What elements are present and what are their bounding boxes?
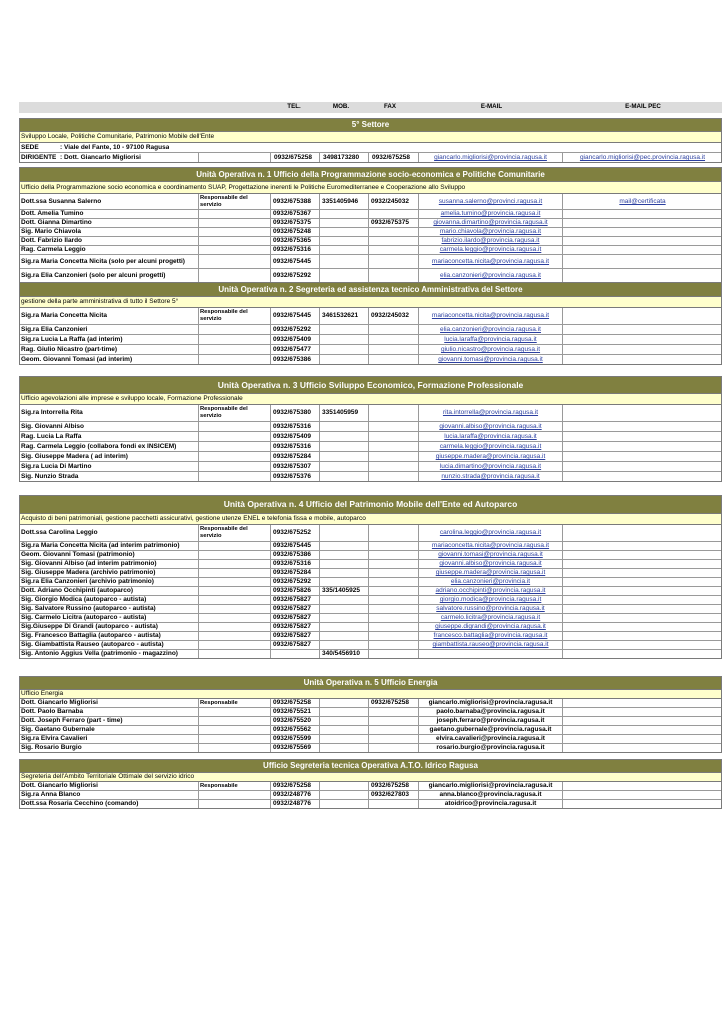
table-row xyxy=(20,269,721,282)
column-tel: TEL. xyxy=(287,103,301,110)
email-link[interactable]: atoidrico@provincia.ragusa.it xyxy=(444,800,537,807)
phone-number: 0932/675826 xyxy=(273,587,311,594)
dirigente-value: : Dott. Giancarlo Migliorisi xyxy=(60,154,141,161)
person-name: Dott. Giancarlo Migliorisi xyxy=(21,782,98,789)
email-link[interactable]: salvatore.russino@provincia.ragusa.it xyxy=(436,605,545,612)
fax-number: 0932/245032 xyxy=(371,198,409,205)
email-link[interactable]: gaetano.gubernale@provincia.ragusa.it xyxy=(429,726,552,733)
table-row xyxy=(20,442,721,452)
person-role: Responsabile del servizio xyxy=(200,526,248,539)
person-name: Sig. Francesco Battaglia (autoparco - autista) xyxy=(21,632,161,639)
phone-number: 0932/675445 xyxy=(273,312,311,319)
person-name: Dott.ssa Susanna Salerno xyxy=(21,198,102,205)
uo1-rows xyxy=(20,194,721,282)
fax-number: 0932/675258 xyxy=(371,782,409,789)
table-row xyxy=(20,551,721,560)
phone-number: 0932/675316 xyxy=(273,443,311,450)
person-role: Responsabile xyxy=(200,783,238,789)
table-row xyxy=(20,194,721,210)
person-name: Sig. Giuseppe Madera (archivio patrimonio) xyxy=(21,569,156,576)
table-row xyxy=(20,641,721,650)
person-name: Rag. Giulio Nicastro (part-time) xyxy=(21,346,118,353)
person-name: Sig. Rosario Burgio xyxy=(21,744,82,751)
person-name: Sig. Carmelo Licitra (autoparco - autista) xyxy=(21,614,147,621)
table-row xyxy=(20,422,721,432)
person-role: Responsabile del servizio xyxy=(200,195,248,208)
person-name: Sig.ra Lucia La Raffa (ad interim) xyxy=(21,336,123,343)
person-name: Sig. Giovanni Albiso (ad interim patrimonio) xyxy=(21,560,157,567)
phone-number: 0932/248776 xyxy=(273,791,311,798)
fax-number: 0932/675258 xyxy=(371,699,409,706)
settore-subtitle: Sviluppo Locale, Politiche Comunitarie, Patrimonio Mobile dell'Ente xyxy=(20,132,721,143)
ato-title: Ufficio Segreteria tecnica Operativa A.T.O. Idrico Ragusa xyxy=(20,760,721,773)
uo5-section xyxy=(19,676,722,753)
email-link[interactable]: elia.canzonieri@provincia.ragusa.it xyxy=(440,272,541,279)
uo2-subtitle: gestione della parte amministrativa di tutto il Settore 5° xyxy=(20,297,721,308)
table-row xyxy=(20,355,721,364)
person-name: Sig.ra Lucia Di Martino xyxy=(21,463,92,470)
table-row xyxy=(20,246,721,255)
phone-number: 0932/675409 xyxy=(273,336,311,343)
email-link[interactable]: giovanni.tomasi@provincia.ragusa.it xyxy=(438,356,543,363)
column-email: E-MAIL xyxy=(480,103,503,110)
table-row xyxy=(20,345,721,355)
phone-number: 0932/675365 xyxy=(273,237,311,244)
phone-number: 0932/675409 xyxy=(273,433,311,440)
person-name: Rag. Lucia La Raffa xyxy=(21,433,82,440)
ato-section xyxy=(19,759,722,809)
table-row xyxy=(20,210,721,219)
table-row xyxy=(20,717,721,726)
phone-number: 0932/675388 xyxy=(273,198,311,205)
table-row xyxy=(20,587,721,596)
uo4-subtitle: Acquisto di beni patrimoniali, gestione pacchetti assicurativi, gestione utenze ENEL e telefonia fissa e mobile, autoparco xyxy=(20,514,721,525)
table-row xyxy=(20,782,721,791)
phone-number: 0932/675367 xyxy=(273,210,311,217)
phone-number: 0932/675386 xyxy=(273,551,311,558)
email-link[interactable]: mario.chiavola@provincia.ragusa.it xyxy=(439,228,542,235)
person-name: Sig. Gaetano Gubernale xyxy=(21,726,95,733)
uo2-title: Unità Operativa n. 2 Segreteria ed assistenza tecnico Amministrativa del Settore xyxy=(20,283,721,297)
dirigente-fax: 0932/675258 xyxy=(372,154,410,161)
person-name: Sig. Giambattista Rauseo (autoparco - autista) xyxy=(21,641,164,648)
uo1-section xyxy=(19,167,722,283)
settore-section xyxy=(19,118,722,163)
table-row xyxy=(20,800,721,808)
person-name: Rag. Carmela Leggio xyxy=(21,246,86,253)
person-name: Sig.ra Elia Canzonieri (solo per alcuni progetti) xyxy=(21,272,166,279)
email-link[interactable]: fabrizio.ilardo@provincia.ragusa.it xyxy=(441,237,540,244)
table-row xyxy=(20,744,721,752)
phone-number: 0932/675827 xyxy=(273,641,311,648)
uo3-rows xyxy=(20,405,721,481)
table-row xyxy=(20,472,721,481)
table-row xyxy=(20,596,721,605)
person-role: Responsabile xyxy=(200,700,238,706)
person-name: Geom. Giovanni Tomasi (ad interim) xyxy=(21,356,133,363)
email-link[interactable]: elia.canzonieri@provincia.it xyxy=(450,578,531,585)
person-name: Sig. Antonio Aggius Vella (patrimonio - magazzino) xyxy=(21,650,178,657)
phone-number: 0932/675445 xyxy=(273,258,311,265)
email-link[interactable]: giancarlo.migliorisi@provincia.ragusa.it xyxy=(428,699,553,706)
uo1-subtitle: Ufficio della Programmazione socio economica e coordinamento SUAP, Progettazione inerenti le Politiche Euromediterranee e Cooperazione allo Sviluppo xyxy=(20,182,721,194)
mobile-number: 3351405959 xyxy=(322,409,359,416)
uo4-rows xyxy=(20,525,721,658)
mobile-number: 335/1405925 xyxy=(322,587,360,594)
email-link[interactable]: giovanna.dimartino@provincia.ragusa.it xyxy=(433,219,548,226)
phone-number: 0932/675569 xyxy=(273,744,311,751)
fax-number: 0932/675375 xyxy=(371,219,409,226)
phone-number: 0932/675827 xyxy=(273,614,311,621)
uo5-subtitle: Ufficio Energia xyxy=(20,690,721,699)
email-link[interactable]: giovanni.tomasi@provincia.ragusa.it xyxy=(438,551,543,558)
email-link[interactable]: carmela.leggio@provincia.ragusa.it xyxy=(439,443,542,450)
phone-number: 0932/675599 xyxy=(273,735,311,742)
table-row xyxy=(20,699,721,708)
uo2-rows xyxy=(20,308,721,364)
ato-rows xyxy=(20,782,721,808)
phone-number: 0932/675477 xyxy=(273,346,311,353)
person-name: Geom. Giovanni Tomasi (patrimonio) xyxy=(21,551,135,558)
phone-number: 0932/675252 xyxy=(273,529,311,536)
phone-number: 0932/675827 xyxy=(273,596,311,603)
email-link[interactable]: joseph.ferraro@provincia.ragusa.it xyxy=(436,717,545,724)
column-pec: E-MAIL PEC xyxy=(625,103,661,110)
person-name: Sig.ra Elia Canzonieri xyxy=(21,326,88,333)
person-name: Sig. Salvatore Russino (autoparco - autista) xyxy=(21,605,156,612)
phone-number: 0932/675292 xyxy=(273,272,311,279)
email-link[interactable]: elvira.cavalieri@provincia.ragusa.it xyxy=(436,735,545,742)
email-link[interactable]: adriano.occhipinti@provincia.ragusa.it xyxy=(435,587,546,594)
email-link[interactable]: paolo.barnaba@provincia.ragusa.it xyxy=(436,708,545,715)
table-row xyxy=(20,335,721,345)
email-link[interactable]: mariaconcetta.nicita@provincia.ragusa.it xyxy=(431,312,550,319)
table-row xyxy=(20,791,721,800)
table-row xyxy=(20,432,721,442)
person-name: Sig.ra Maria Concetta Nicita xyxy=(21,312,107,319)
email-link[interactable]: elia.canzonieri@provincia.ragusa.it xyxy=(440,326,541,333)
table-row xyxy=(20,578,721,587)
phone-number: 0932/675521 xyxy=(273,708,311,715)
phone-number: 0932/675248 xyxy=(273,228,311,235)
table-row xyxy=(20,650,721,658)
uo2-section xyxy=(19,282,722,365)
email-link[interactable]: amelia.tumino@provincia.ragusa.it xyxy=(440,210,541,217)
person-name: Sig.ra Elvira Cavalieri xyxy=(21,735,88,742)
column-mob: MOB. xyxy=(332,103,350,110)
email-link[interactable]: carolina.leggio@provincia.ragusa.it xyxy=(439,529,542,536)
mobile-number: 3351405946 xyxy=(322,198,359,205)
sede-row xyxy=(20,143,721,153)
phone-number: 0932/675316 xyxy=(273,423,311,430)
person-name: Sig.Giuseppe Di Grandi (autoparco - autista) xyxy=(21,623,158,630)
table-row xyxy=(20,569,721,578)
person-name: Dott. Gianna Dimartino xyxy=(21,219,92,226)
email-link[interactable]: giambattista.rauseo@provincia.ragusa.it xyxy=(432,641,549,648)
table-row xyxy=(20,735,721,744)
sede-value: : Viale del Fante, 10 - 97100 Ragusa xyxy=(60,144,170,151)
phone-number: 0932/675316 xyxy=(273,246,311,253)
phone-number: 0932/675520 xyxy=(273,717,311,724)
dirigente-pec-link[interactable]: giancarlo.migliorisi@pec.provincia.ragusa.it xyxy=(579,154,706,161)
email-link[interactable]: anna.blanco@provincia.ragusa.it xyxy=(439,791,542,798)
person-role: Responsabile del servizio xyxy=(200,309,248,322)
phone-number: 0932/675292 xyxy=(273,326,311,333)
email-link[interactable]: giovanni.albiso@provincia.ragusa.it xyxy=(439,560,542,567)
dirigente-email-link[interactable]: giancarlo.migliorisi@provincia.ragusa.it xyxy=(434,154,547,161)
dirigente-tel: 0932/675258 xyxy=(274,154,312,161)
phone-number: 0932/675827 xyxy=(273,605,311,612)
uo3-section xyxy=(19,376,722,482)
person-name: Sig. Nunzio Strada xyxy=(21,473,79,480)
table-row xyxy=(20,632,721,641)
phone-number: 0932/675316 xyxy=(273,560,311,567)
uo1-title: Unità Operativa n. 1 Ufficio della Programmazione socio-economica e Politiche Comunitarie xyxy=(20,168,721,182)
table-row xyxy=(20,623,721,632)
table-row xyxy=(20,708,721,717)
person-name: Rag. Carmela Leggio (collabora fondi ex INSICEM) xyxy=(21,443,177,450)
person-name: Sig. Mario Chiavola xyxy=(21,228,81,235)
table-row xyxy=(20,726,721,735)
dirigente-row xyxy=(20,153,721,162)
person-name: Sig. Giorgio Modica (autoparco - autista) xyxy=(21,596,147,603)
email-link[interactable]: mariaconcetta.nicita@provincia.ragusa.it xyxy=(431,542,550,549)
email-link[interactable]: giuseppe.madera@provincia.ragusa.it xyxy=(435,569,546,576)
email-link[interactable]: giancarlo.migliorisi@provincia.ragusa.it xyxy=(428,782,553,789)
table-row xyxy=(20,237,721,246)
person-name: Dott.ssa Carolina Leggio xyxy=(21,529,98,536)
person-name: Dott. Fabrizio Ilardo xyxy=(21,237,83,244)
phone-number: 0932/675292 xyxy=(273,578,311,585)
phone-number: 0932/675284 xyxy=(273,569,311,576)
email-link[interactable]: giuseppe.madera@provincia.ragusa.it xyxy=(435,453,546,460)
sede-label: SEDE xyxy=(21,144,39,151)
uo3-title: Unità Operativa n. 3 Ufficio Sviluppo Economico, Formazione Professionale xyxy=(20,377,721,394)
email-link[interactable]: giorgio.modica@provincia.ragusa.it xyxy=(439,596,542,603)
email-link[interactable]: susanna.salerno@provinci.ragusa.it xyxy=(438,198,543,205)
column-header-bar xyxy=(19,102,722,113)
person-name: Sig. Giovanni Albiso xyxy=(21,423,84,430)
phone-number: 0932/675258 xyxy=(273,699,311,706)
table-row xyxy=(20,228,721,237)
email-link[interactable]: carmelo.licitra@provincia.ragusa.it xyxy=(440,614,541,621)
uo5-rows xyxy=(20,699,721,752)
phone-number: 0932/675376 xyxy=(273,473,311,480)
email-link[interactable]: mariaconcetta.nicita@provincia.ragusa.it xyxy=(431,258,550,265)
phone-number: 0932/675562 xyxy=(273,726,311,733)
person-name: Sig.ra Intorrella Rita xyxy=(21,409,83,416)
table-row xyxy=(20,325,721,335)
dirigente-label: DIRIGENTE xyxy=(21,154,57,161)
table-row xyxy=(20,255,721,269)
mobile-number: 3461532621 xyxy=(322,312,359,319)
person-name: Dott.ssa Rosaria Cecchino (comando) xyxy=(21,800,139,807)
phone-number: 0932/675380 xyxy=(273,409,311,416)
person-name: Sig. Giuseppe Madera ( ad interim) xyxy=(21,453,128,460)
person-name: Sig.ra Elia Canzonieri (archivio patrimonio) xyxy=(21,578,154,585)
table-row xyxy=(20,525,721,542)
email-link[interactable]: giovanni.albiso@provincia.ragusa.it xyxy=(439,423,542,430)
settore-title: 5° Settore xyxy=(20,119,721,132)
person-name: Dott. Amelia Tumino xyxy=(21,210,84,217)
phone-number: 0932/675827 xyxy=(273,632,311,639)
phone-number: 0932/248776 xyxy=(273,800,311,807)
phone-number: 0932/675827 xyxy=(273,623,311,630)
dirigente-mob: 3498173280 xyxy=(323,154,360,161)
email-link[interactable]: francesco.battaglia@provincia.ragusa.it xyxy=(433,632,548,639)
mobile-number: 340/5456910 xyxy=(322,650,360,657)
table-row xyxy=(20,614,721,623)
table-row xyxy=(20,542,721,551)
phone-number: 0932/675284 xyxy=(273,453,311,460)
person-role: Responsabile del servizio xyxy=(200,406,248,419)
column-fax: FAX xyxy=(383,103,397,110)
email-link[interactable]: rita.intorrella@provincia.ragusa.it xyxy=(442,409,539,416)
email-link[interactable]: giulio.nicastro@provincia.ragusa.it xyxy=(440,346,541,353)
uo3-subtitle: Ufficio agevolazioni alle imprese e sviluppo locale, Formazione Professionale xyxy=(20,394,721,405)
email-link[interactable]: lucia.laraffa@provincia.ragusa.it xyxy=(444,336,537,343)
table-row xyxy=(20,308,721,325)
pec-email-link[interactable]: mail@certificata xyxy=(619,198,666,205)
ato-subtitle: Segreteria dell'Ambito Territoriale Ottimale del servizio idrico xyxy=(20,773,721,782)
uo4-title: Unità Operativa n. 4 Ufficio del Patrimonio Mobile dell'Ente ed Autoparco xyxy=(20,496,721,514)
person-name: Sig.ra Maria Concetta Nicita (ad interim patrimonio) xyxy=(21,542,180,549)
person-name: Sig.ra Maria Concetta Nicita (solo per alcuni progetti) xyxy=(21,258,185,265)
email-link[interactable]: nunzio.strada@provincia.ragusa.it xyxy=(441,473,540,480)
phone-number: 0932/675258 xyxy=(273,782,311,789)
fax-number: 0932/627803 xyxy=(371,791,409,798)
email-link[interactable]: lucia.dimartino@provincia.ragusa.it xyxy=(439,463,542,470)
phone-number: 0932/675375 xyxy=(273,219,311,226)
email-link[interactable]: rosario.burgio@provincia.ragusa.it xyxy=(436,744,545,751)
table-row xyxy=(20,405,721,422)
phone-number: 0932/675445 xyxy=(273,542,311,549)
phone-number: 0932/675386 xyxy=(273,356,311,363)
fax-number: 0932/245032 xyxy=(371,312,409,319)
uo4-section xyxy=(19,495,722,659)
table-row xyxy=(20,219,721,228)
email-link[interactable]: carmela.leggio@provincia.ragusa.it xyxy=(439,246,542,253)
table-row xyxy=(20,605,721,614)
table-row xyxy=(20,462,721,472)
table-row xyxy=(20,560,721,569)
phone-number: 0932/675307 xyxy=(273,463,311,470)
uo5-title: Unità Operativa n. 5 Ufficio Energia xyxy=(20,677,721,690)
email-link[interactable]: lucia.laraffa@provincia.ragusa.it xyxy=(444,433,537,440)
person-name: Dott. Adriano Occhipinti (autoparco) xyxy=(21,587,134,594)
email-link[interactable]: giuseppe.digrandi@provincia.ragusa.it xyxy=(435,623,546,630)
table-row xyxy=(20,452,721,462)
person-name: Dott. Paolo Barnaba xyxy=(21,708,84,715)
person-name: Sig.ra Anna Blanco xyxy=(21,791,81,798)
person-name: Dott. Joseph Ferraro (part - time) xyxy=(21,717,123,724)
person-name: Dott. Giancarlo Migliorisi xyxy=(21,699,98,706)
